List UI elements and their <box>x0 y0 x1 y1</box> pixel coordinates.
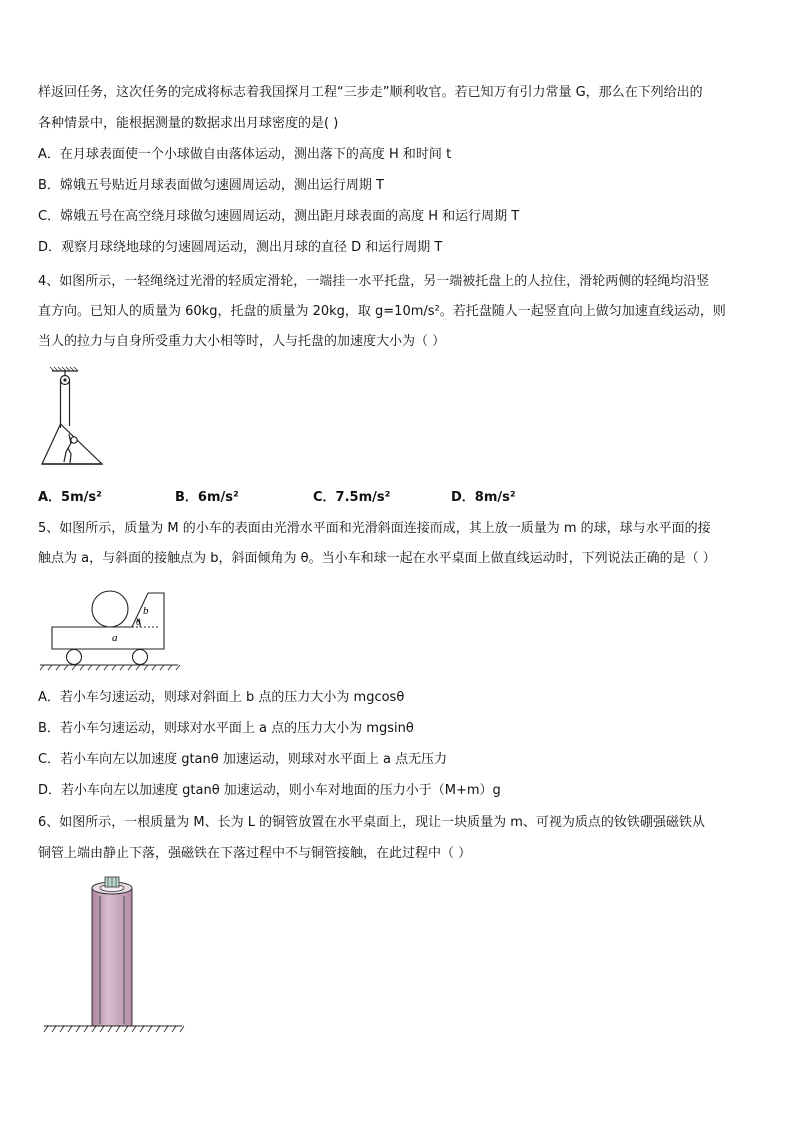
q4-option-b: B．6m/s² <box>175 490 239 505</box>
pulley-tray-diagram <box>38 368 108 468</box>
q5-stem-line2: 触点为 a，与斜面的接触点为 b，斜面倾角为 θ。当小车和球一起在水平桌面上做直线运动时，下列说法正确的是（ ） <box>38 551 716 566</box>
copper-tube-diagram <box>42 874 184 1040</box>
q4-option-c: C．7.5m/s² <box>313 490 391 505</box>
person-head <box>71 437 77 443</box>
q3-option-a: A．在月球表面使一个小球做自由落体运动，测出落下的高度 H 和时间 t <box>38 147 452 162</box>
q5-option-b: B．若小车匀速运动，则球对水平面上 a 点的压力大小为 mgsinθ <box>38 721 414 736</box>
copper-tube <box>92 888 132 1026</box>
cart-ball-diagram <box>40 585 180 670</box>
q5-option-d: D．若小车向左以加速度 gtanθ 加速运动，则小车对地面的压力小于（M+m）g <box>38 783 501 798</box>
ball <box>92 591 128 627</box>
person-body <box>64 434 71 463</box>
q5-stem-line1: 5、如图所示，质量为 M 的小车的表面由光滑水平面和光滑斜面连接而成，其上放一质量为 m 的球，球与水平面的接 <box>38 521 711 536</box>
q5-option-c: C．若小车向左以加速度 gtanθ 加速运动，则球对水平面上 a 点无压力 <box>38 752 448 767</box>
cart-wheel-left <box>67 650 82 665</box>
q3-stem-line1: 样返回任务，这次任务的完成将标志着我国探月工程“三步走”顺利收官。若已知万有引力常量 G，那么在下列给出的 <box>38 85 703 100</box>
q3-stem-line2: 各种情景中，能根据测量的数据求出月球密度的是( ) <box>38 116 339 131</box>
label-a: a <box>112 632 118 644</box>
tray-suspension <box>42 424 102 464</box>
q5-option-a: A．若小车匀速运动，则球对斜面上 b 点的压力大小为 mgcosθ <box>38 690 405 705</box>
q6-stem-line2: 铜管上端由静止下落，强磁铁在下落过程中不与铜管接触，在此过程中（ ） <box>38 846 472 861</box>
q3-option-b: B．嫦娥五号贴近月球表面做匀速圆周运动，测出运行周期 T <box>38 178 384 193</box>
q4-stem-line3: 当人的拉力与自身所受重力大小相等时，人与托盘的加速度大小为（ ） <box>38 334 446 349</box>
q3-option-c: C．嫦娥五号在高空绕月球做匀速圆周运动，测出距月球表面的高度 H 和运行周期 T <box>38 209 520 224</box>
q4-stem-line1: 4、如图所示，一轻绳绕过光滑的轻质定滑轮，一端挂一水平托盘，另一端被托盘上的人拉住，滑轮两侧的轻绳均沿竖 <box>38 274 710 289</box>
q4-option-d: D．8m/s² <box>451 490 516 505</box>
label-theta: θ <box>136 617 141 627</box>
label-b: b <box>143 605 149 617</box>
q4-option-a: A．5m/s² <box>38 490 102 505</box>
q4-stem-line2: 直方向。已知人的质量为 60kg，托盘的质量为 20kg，取 g=10m/s²。若托盘随人一起竖直向上做匀加速直线运动，则 <box>38 304 726 319</box>
cart-wheel-right <box>133 650 148 665</box>
q3-option-d: D．观察月球绕地球的匀速圆周运动，测出月球的直径 D 和运行周期 T <box>38 240 443 255</box>
q6-stem-line1: 6、如图所示，一根质量为 M、长为 L 的铜管放置在水平桌面上，现让一块质量为 m、可视为质点的钕铁硼强磁铁从 <box>38 815 705 830</box>
